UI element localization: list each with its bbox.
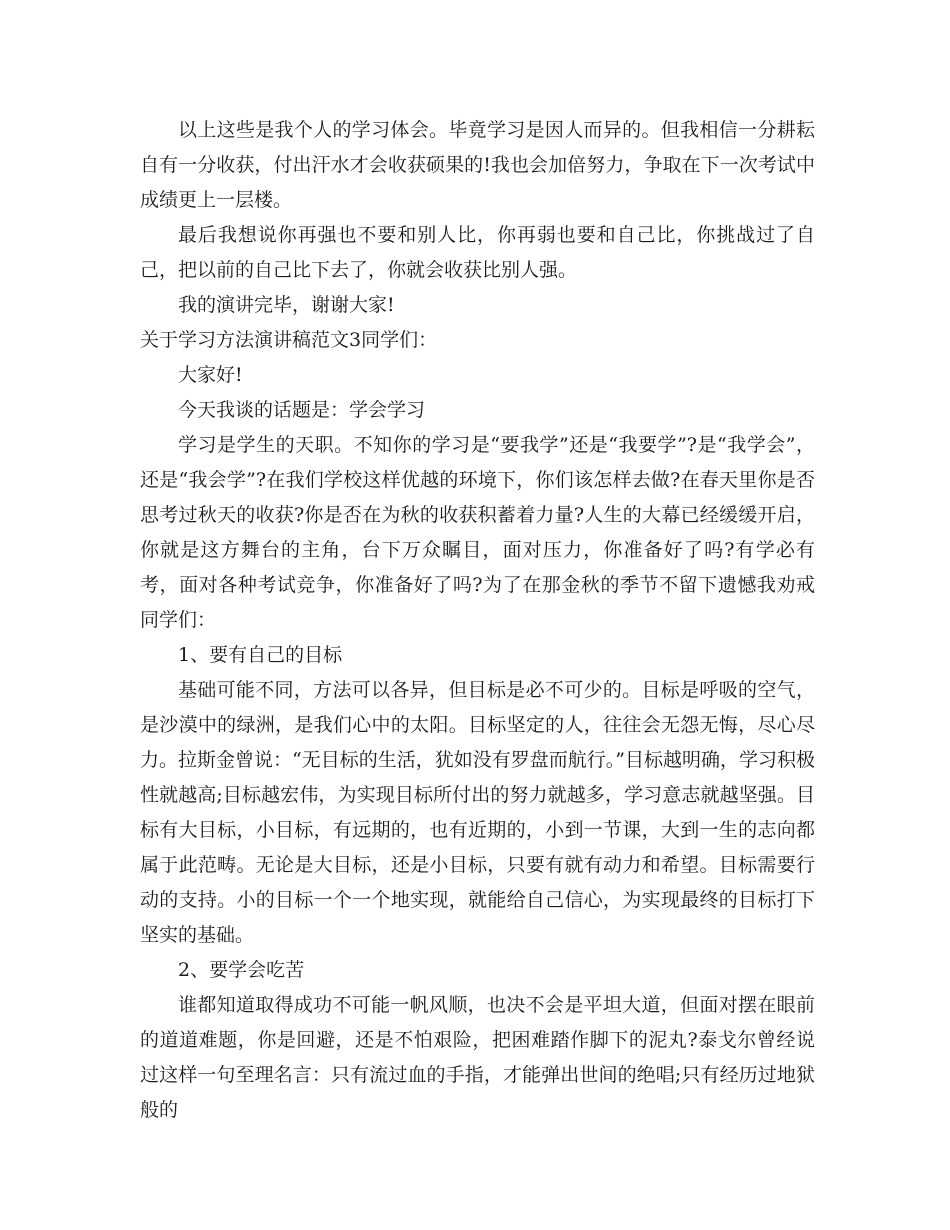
paragraph-speech-end: 我的演讲完毕，谢谢大家! <box>178 294 395 316</box>
subheading-have-goals: 1、要有自己的目标 <box>178 644 343 666</box>
subheading-endure-hardship: 2、要学会吃苦 <box>178 959 305 981</box>
paragraph-goals: 基础可能不同，方法可以各异，但目标是必不可少的。目标是呼吸的空气，是沙漠中的绿洲，是我们心中的太阳。目标坚定的人，往往会无怨无悔，尽心尽力。拉斯金曾说：“无目标的生活，犹如没有罗盘而航行。”目标越明确，学习积极性就越高;目标越宏伟，为实现目标所付出的努力就越多，学习意志就越坚强。目标有大目标，小目标，有远期的，也有近期的，小到一节课，大到一生的志向都属于此范畴。无论是大目标，还是小目标，只要有就有动力和希望。目标需要行动的支持。小的目标一个一个地实现，就能给自己信心，为实现最终的目标打下坚实的基础。 <box>140 679 815 946</box>
paragraph-learning-duty: 学习是学生的天职。不知你的学习是“要我学”还是“我要学”?是“我学会”，还是“我会学”?在我们学校这样优越的环境下，你们该怎样去做?在春天里你是否思考过秋天的收获?你是否在为秋的收获积蓄着力量?人生的大幕已经缓缓开启，你就是这方舞台的主角，台下万众瞩目，面对压力，你准备好了吗?有学必有考，面对各种考试竞争，你准备好了吗?为了在那金秋的季节不留下遗憾我劝戒同学们： <box>140 434 815 631</box>
paragraph-study-reflection: 以上这些是我个人的学习体会。毕竟学习是因人而异的。但我相信一分耕耘自有一分收获，付出汗水才会收获硕果的!我也会加倍努力，争取在下一次考试中成绩更上一层楼。 <box>140 119 815 211</box>
paragraph-hardship: 谁都知道取得成功不可能一帆风顺，也决不会是平坦大道，但面对摆在眼前的道道难题，你是回避，还是不怕艰险，把困难踏作脚下的泥丸?泰戈尔曾经说过这样一句至理名言：只有流过血的手指，才能弹出世间的绝唱;只有经历过地狱般的 <box>140 994 815 1121</box>
paragraph-topic: 今天我谈的话题是：学会学习 <box>178 399 426 421</box>
section-heading-sample-3: 关于学习方法演讲稿范文3同学们： <box>140 329 438 351</box>
paragraph-compare-yourself: 最后我想说你再强也不要和别人比，你再弱也要和自己比，你挑战过了自己，把以前的自己比下去了，你就会收获比别人强。 <box>140 224 815 281</box>
paragraph-greeting: 大家好! <box>178 364 243 386</box>
document-body <box>140 113 815 1128</box>
